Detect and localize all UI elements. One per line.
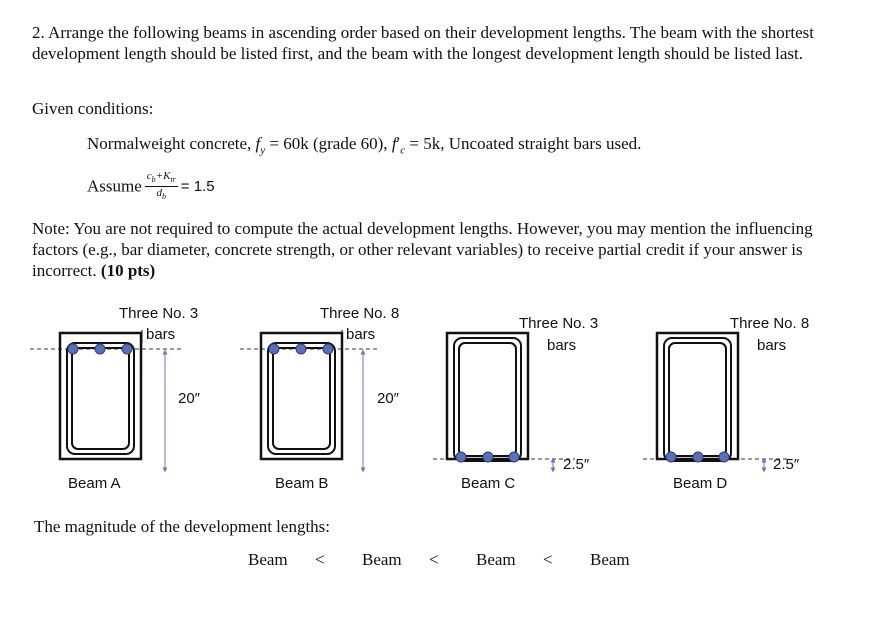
fy-subscript: y xyxy=(260,144,266,157)
note-points: (10 pts) xyxy=(100,261,156,280)
given-heading: Given conditions: xyxy=(32,99,154,118)
less-than-2: < xyxy=(429,550,439,569)
beam-a-bar-2 xyxy=(95,344,105,354)
beam-b-dimension: 20″ xyxy=(377,390,399,407)
beam-a xyxy=(30,305,201,492)
assume-label: Assume xyxy=(87,176,142,196)
fy-value: = 60k (grade 60), xyxy=(269,134,388,153)
ratio-denominator: $d_b$ xyxy=(156,187,167,202)
less-than-3: < xyxy=(543,550,553,569)
beam-a-stirrup-inner xyxy=(72,348,129,449)
beam-b-bar-3 xyxy=(323,344,333,354)
beam-b-stirrup-inner xyxy=(273,348,330,449)
fc-prime: ′ xyxy=(396,134,401,153)
beam-b-stirrup-outer xyxy=(268,343,335,454)
fc-symbol: f xyxy=(391,134,397,153)
beam-d-bars-line1: Three No. 8 xyxy=(730,315,810,332)
beam-c-bar-3 xyxy=(509,452,519,462)
beam-b-bars-line1: Three No. 8 xyxy=(320,305,400,322)
ratio-value: = 1.5 xyxy=(180,178,215,196)
beam-a-bar-3 xyxy=(122,344,132,354)
beam-c-bar-2 xyxy=(483,452,493,462)
ratio-numerator: $c_b+K_{tr}$ xyxy=(145,170,178,187)
beam-c-bars-line1: Three No. 3 xyxy=(519,315,599,332)
beam-d xyxy=(643,315,809,492)
answer-slot-1[interactable]: Beam xyxy=(248,550,288,569)
beam-a-bars-line1: Three No. 3 xyxy=(119,305,199,322)
answer-slot-4[interactable]: Beam xyxy=(590,550,630,569)
concrete-type: Normalweight concrete, xyxy=(87,134,252,153)
beam-d-label: Beam D xyxy=(673,475,728,492)
beam-d-bar-2 xyxy=(693,452,703,462)
beam-d-bar-3 xyxy=(719,452,729,462)
fy-symbol: f xyxy=(255,134,261,153)
bar-coating: Uncoated straight bars used. xyxy=(448,134,642,153)
beam-c-bars-line2: bars xyxy=(547,337,577,354)
beam-c-stirrup-inner xyxy=(459,343,516,456)
beam-d-stirrup-outer xyxy=(664,338,731,461)
beam-a-bar-1 xyxy=(68,344,78,354)
fc-subscript: c xyxy=(400,144,406,157)
answer-slot-2[interactable]: Beam xyxy=(362,550,402,569)
beam-d-dimension: 2.5″ xyxy=(773,456,800,473)
beam-d-bars-line2: bars xyxy=(757,337,787,354)
fc-value: = 5k, xyxy=(409,134,445,153)
beam-b-label: Beam B xyxy=(275,475,329,492)
answer-slot-3[interactable]: Beam xyxy=(476,550,516,569)
beam-d-bar-1 xyxy=(666,452,676,462)
beam-d-stirrup-inner xyxy=(669,343,726,456)
beam-c-bar-1 xyxy=(456,452,466,462)
beam-c-dimension: 2.5″ xyxy=(563,456,590,473)
beam-a-bars-line2: bars xyxy=(146,326,176,343)
beam-a-label: Beam A xyxy=(68,475,121,492)
beam-a-dimension: 20″ xyxy=(178,390,200,407)
beam-b xyxy=(240,305,400,492)
note-body: Note: You are not required to compute the actual development lengths. However, you may mention the influencing factors (e.g., bar diameter, concrete strength, or other relevant variables) to receive partial credit if your answer is incorrect. xyxy=(32,219,813,280)
question-text: 2. Arrange the following beams in ascending order based on their development lengths. The beam with the shortest development length should be listed first, and the beam with the longest development length should be listed last. xyxy=(32,23,814,63)
beam-c-label: Beam C xyxy=(461,475,516,492)
less-than-1: < xyxy=(315,550,325,569)
beam-c-stirrup-outer xyxy=(454,338,521,461)
beam-b-bars-line2: bars xyxy=(346,326,376,343)
beam-c xyxy=(433,315,598,492)
answer-heading: The magnitude of the development lengths: xyxy=(34,517,331,536)
beam-b-bar-2 xyxy=(296,344,306,354)
beam-b-bar-1 xyxy=(269,344,279,354)
beam-a-stirrup-outer xyxy=(67,343,134,454)
